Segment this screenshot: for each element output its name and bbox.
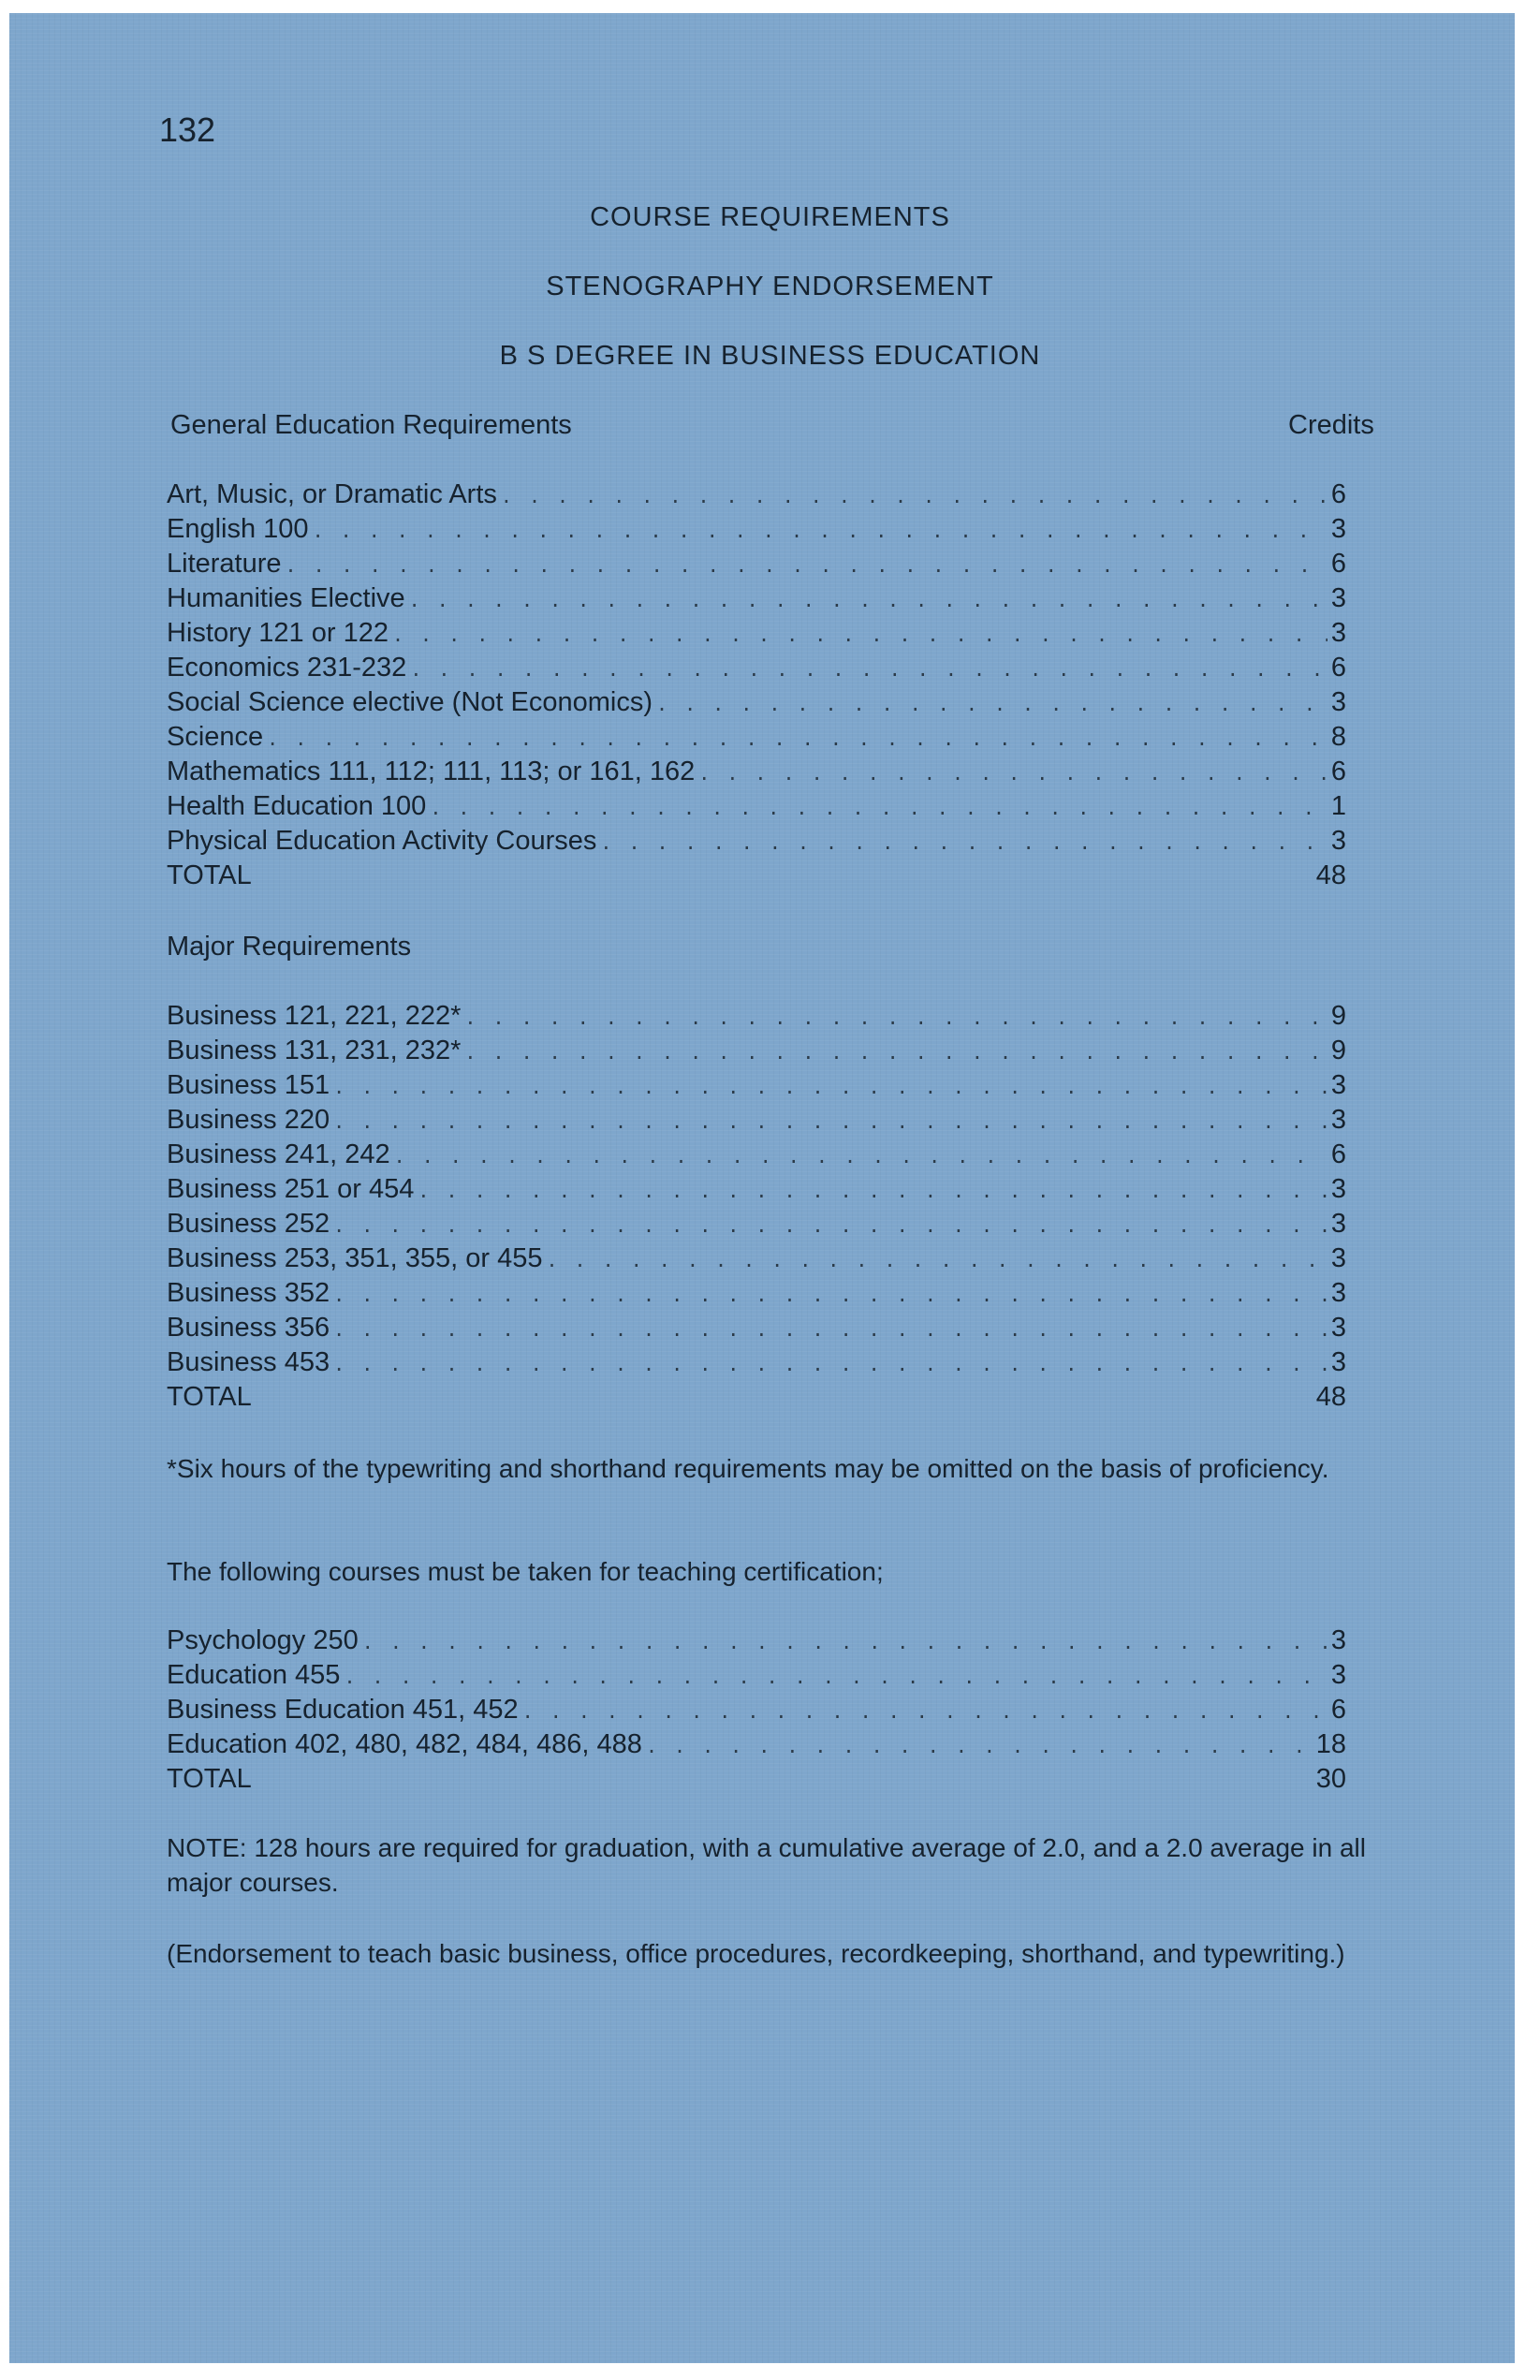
list-item [167, 999, 1346, 1034]
list-item [167, 581, 1346, 616]
dot-leader [313, 514, 1327, 549]
dot-leader [344, 1660, 1327, 1695]
course-name: Business 251 or 454 [167, 1174, 415, 1204]
total-label: TOTAL [167, 860, 252, 890]
dot-leader [698, 757, 1327, 791]
course-name: English 100 [167, 514, 309, 544]
list-item [167, 1207, 1346, 1241]
list-item [167, 1727, 1346, 1762]
course-name: Health Education 100 [167, 791, 427, 821]
course-credits: 3 [1330, 514, 1346, 544]
course-name: Business 453 [167, 1347, 330, 1377]
list-item [167, 651, 1346, 685]
list-item [167, 824, 1346, 859]
list-item [167, 1103, 1346, 1138]
dot-leader [418, 1174, 1327, 1209]
certification-intro: The following courses must be taken for teaching certification; [167, 1557, 884, 1586]
course-credits: 8 [1330, 722, 1346, 752]
list-item [167, 720, 1346, 755]
course-name: Economics 231-232 [167, 653, 407, 683]
list-item [167, 685, 1346, 720]
course-name: Business 352 [167, 1278, 330, 1308]
total-credits: 30 [1315, 1764, 1346, 1794]
course-credits: 3 [1330, 1105, 1346, 1135]
list-item [167, 477, 1346, 512]
course-credits: 3 [1330, 687, 1346, 717]
page-number: 132 [159, 110, 216, 149]
dot-leader [333, 1278, 1327, 1313]
course-name: Business Education 451, 452 [167, 1695, 519, 1725]
list-item [167, 789, 1346, 824]
dot-leader [656, 687, 1327, 722]
page-title: COURSE REQUIREMENTS [590, 202, 950, 232]
course-name: Education 455 [167, 1660, 341, 1690]
dot-leader [600, 826, 1327, 860]
course-credits: 3 [1330, 1278, 1346, 1308]
graduation-note: NOTE: 128 hours are required for graduation, with a cumulative average of 2.0, and a 2.0 average in all major courses. [167, 1833, 1366, 1897]
course-name: Business 252 [167, 1209, 330, 1239]
course-credits: 18 [1315, 1729, 1346, 1759]
credits-heading: Credits [1288, 410, 1374, 440]
total-row [167, 1380, 1346, 1415]
course-name: Social Science elective (Not Economics) [167, 687, 653, 717]
course-name: Business 356 [167, 1313, 330, 1343]
course-name: Business 241, 242 [167, 1139, 390, 1169]
course-credits: 3 [1330, 1660, 1346, 1690]
footnote: *Six hours of the typewriting and shorthand requirements may be omitted on the basis of proficiency. [167, 1454, 1329, 1483]
course-credits: 6 [1330, 757, 1346, 786]
course-name: History 121 or 122 [167, 618, 389, 648]
list-item [167, 1138, 1346, 1172]
dot-leader [333, 1105, 1327, 1139]
course-credits: 1 [1330, 791, 1346, 821]
course-name: Humanities Elective [167, 583, 405, 613]
course-credits: 3 [1330, 618, 1346, 648]
course-credits: 6 [1330, 1695, 1346, 1725]
course-credits: 9 [1330, 1036, 1346, 1065]
dot-leader [430, 791, 1327, 826]
dot-leader [362, 1625, 1327, 1660]
course-name: Psychology 250 [167, 1625, 359, 1655]
list-item [167, 1623, 1346, 1658]
page-subtitle: STENOGRAPHY ENDORSEMENT [546, 272, 994, 301]
dot-leader [333, 1070, 1327, 1105]
course-credits: 3 [1330, 1243, 1346, 1273]
course-credits: 3 [1330, 826, 1346, 856]
course-name: Art, Music, or Dramatic Arts [167, 479, 497, 509]
list-item [167, 1311, 1346, 1345]
course-name: Business 131, 231, 232* [167, 1036, 462, 1065]
list-item [167, 1034, 1346, 1068]
dot-leader [333, 1313, 1327, 1347]
dot-leader [464, 1036, 1327, 1070]
total-credits: 48 [1315, 1382, 1346, 1412]
list-item [167, 1693, 1346, 1727]
course-credits: 3 [1330, 1070, 1346, 1100]
dot-leader [464, 1001, 1327, 1036]
dot-leader [333, 1209, 1327, 1243]
dot-leader [394, 1139, 1327, 1174]
list-item [167, 616, 1346, 651]
dot-leader [522, 1695, 1327, 1729]
total-credits: 48 [1315, 860, 1346, 890]
list-item [167, 1241, 1346, 1276]
course-credits: 6 [1330, 653, 1346, 683]
list-item [167, 1658, 1346, 1693]
total-label: TOTAL [167, 1382, 252, 1412]
course-credits: 3 [1330, 1313, 1346, 1343]
degree-heading: B S DEGREE IN BUSINESS EDUCATION [499, 341, 1041, 371]
certification-list [167, 1623, 1346, 1797]
endorsement-note: (Endorsement to teach basic business, office procedures, recordkeeping, shorthand, and typewriting.) [167, 1939, 1345, 1968]
course-name: Science [167, 722, 264, 752]
list-item [167, 1276, 1346, 1311]
dot-leader [267, 722, 1327, 757]
list-item [167, 1172, 1346, 1207]
course-credits: 6 [1330, 549, 1346, 579]
list-item [167, 1068, 1346, 1103]
course-name: Mathematics 111, 112; 111, 113; or 161, 162 [167, 757, 696, 786]
dot-leader [546, 1243, 1327, 1278]
dot-leader [410, 653, 1327, 687]
course-name: Education 402, 480, 482, 484, 486, 488 [167, 1729, 642, 1759]
list-item [167, 512, 1346, 547]
dot-leader [333, 1347, 1327, 1382]
course-credits: 9 [1330, 1001, 1346, 1031]
dot-leader [409, 583, 1327, 618]
course-credits: 3 [1330, 583, 1346, 613]
list-item [167, 1345, 1346, 1380]
list-item [167, 547, 1346, 581]
course-name: Physical Education Activity Courses [167, 826, 597, 856]
dot-leader [392, 618, 1327, 653]
major-requirements-heading: Major Requirements [167, 932, 412, 962]
course-name: Business 121, 221, 222* [167, 1001, 462, 1031]
major-requirements-list [167, 999, 1346, 1415]
course-credits: 6 [1330, 479, 1346, 509]
general-requirements-list [167, 477, 1346, 893]
course-name: Business 220 [167, 1105, 330, 1135]
course-credits: 3 [1330, 1347, 1346, 1377]
total-label: TOTAL [167, 1764, 252, 1794]
course-credits: 3 [1330, 1209, 1346, 1239]
course-credits: 3 [1330, 1174, 1346, 1204]
course-name: Literature [167, 549, 282, 579]
course-name: Business 151 [167, 1070, 330, 1100]
course-name: Business 253, 351, 355, or 455 [167, 1243, 543, 1273]
total-row [167, 859, 1346, 893]
dot-leader [501, 479, 1327, 514]
list-item [167, 755, 1346, 789]
course-credits: 6 [1330, 1139, 1346, 1169]
general-requirements-heading: General Education Requirements [170, 410, 572, 440]
total-row [167, 1762, 1346, 1797]
dot-leader [286, 549, 1327, 583]
dot-leader [646, 1729, 1313, 1764]
course-credits: 3 [1330, 1625, 1346, 1655]
